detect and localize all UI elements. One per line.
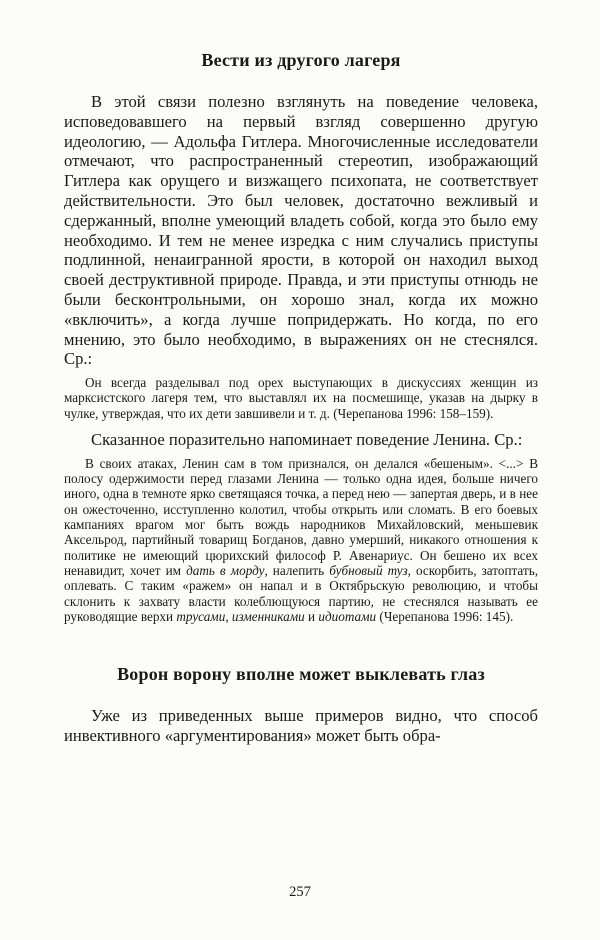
paragraph-invective: Уже из приведенных выше примеров видно, что способ инвективного «аргументирования» может быть обра- bbox=[64, 706, 538, 745]
section-heading-voron: Ворон ворону вполне может выклевать глаз bbox=[117, 664, 485, 685]
paragraph-lenin-intro: Сказанное поразительно напоминает поведение Ленина. Ср.: bbox=[91, 430, 523, 450]
block-quote-cherepanova-2: В своих атаках, Ленин сам в том признался, он делался «бешеным». <...> В полосу одержимости перед глазами Ленина — только одна идея, больше ничего иного, одна в темноте ярко светящаяся точка, а перед нею — запертая дверь, и в нее он ожесточенно, исступленно колотил, чтобы открыть или сломать. В его боевых кампаниях врагом мог быть вождь народников Михайловский, меньшевик Аксельрод, партийный товарищ Богданов, давно умерший, никакого отношения к политике не имеющий цюрихский философ Р. Авенариус. Он бешено их всех ненавидит, хочет им дать в морду, налепить бубновый туз, оскорбить, затоптать, оплевать. С таким «ражем» он напал и в Октябрьскую революцию, и чтобы склонить к захвату власти колеблющуюся партию, не стеснялся называть ее руководящие верхи трусами, изменниками и идиотами (Черепанова 1996: 145). bbox=[64, 455, 539, 624]
block-quote-cherepanova-1: Он всегда разделывал под орех выступающих в дискуссиях женщин из марксистского лагеря тем, что выставлял их на посмешище, указав на дырку в чулке, утверждая, что их дети завшивели и т. д. (Черепанова 1996: 158–159). bbox=[64, 375, 538, 421]
section-heading-vesti: Вести из другого лагеря bbox=[201, 50, 401, 70]
page-number: 257 bbox=[289, 884, 311, 900]
paragraph-hitler: В этой связи полезно взглянуть на поведение человека, исповедовавшего на первый взгляд совершенно другую идеологию, — Адольфа Гитлера. Многочисленные исследователи отмечают, что распространенный стереотип, изображающий Гитлера как орущего и визжащего психопата, не соответствует действительности. Это был человек, достаточно вежливый и сдержанный, вполне умеющий владеть собой, когда это было ему необходимо. И тем не менее изредка с ним случались приступы подлинной, ненаигранной ярости, в которой он находил выход своей деструктивной природе. Правда, и эти приступы отнюдь не были бесконтрольными, он хорошо знал, когда их можно «включить», а когда лучше попридержать. Но когда, по его мнению, это было необходимо, в выражениях он не стеснялся. Ср.: bbox=[64, 92, 538, 369]
